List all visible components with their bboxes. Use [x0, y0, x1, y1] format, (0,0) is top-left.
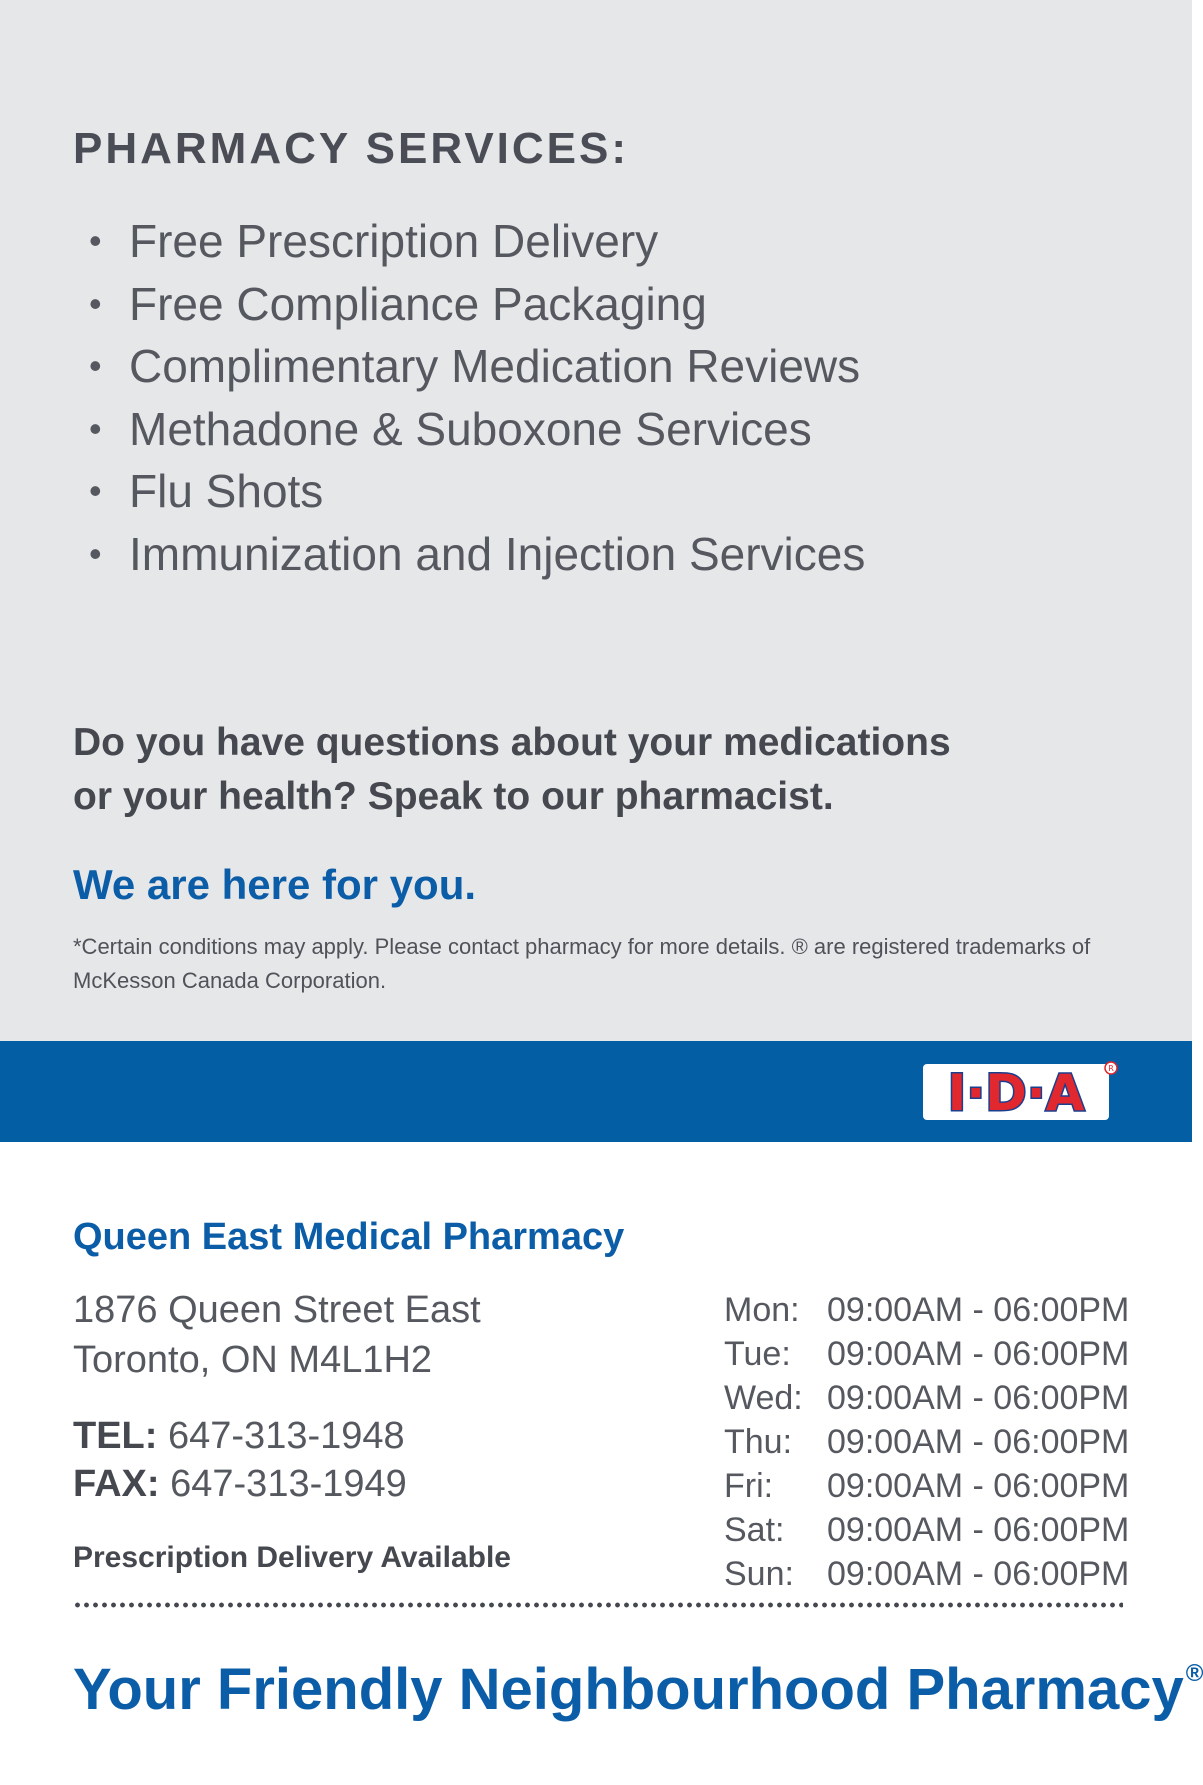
list-item: [73, 460, 865, 523]
hours-time: 09:00AM - 06:00PM: [827, 1379, 1130, 1417]
hours-day: Mon:: [724, 1291, 800, 1329]
bullet-icon: •: [89, 532, 102, 574]
fax-row: [73, 1460, 407, 1508]
hours-row: [724, 1420, 1129, 1464]
here-for-you-text: We are here for you.: [73, 861, 477, 908]
hours-time: 09:00AM - 06:00PM: [827, 1423, 1130, 1461]
disclaimer-text: *Certain conditions may apply. Please contact pharmacy for more details. ® are registered trademarks of McKesson Canada Corporation.: [73, 934, 1091, 993]
bullet-icon: •: [89, 282, 102, 324]
store-address: [73, 1285, 481, 1385]
fax-label: FAX:: [73, 1463, 160, 1505]
list-item: [73, 398, 865, 461]
list-item: [73, 210, 865, 273]
list-item: [73, 523, 865, 586]
hours-day: Sun:: [724, 1555, 794, 1593]
services-list: [73, 210, 865, 585]
contact-numbers: [73, 1412, 407, 1508]
hours-day: Tue:: [724, 1335, 791, 1373]
store-name: Queen East Medical Pharmacy: [73, 1216, 625, 1258]
bullet-icon: •: [89, 345, 102, 386]
services-heading: PHARMACY SERVICES:: [73, 124, 630, 173]
bullet-icon: •: [89, 407, 102, 449]
store-hours: [724, 1288, 1129, 1596]
service-label: Free Prescription Delivery: [129, 215, 659, 267]
tel-row: [73, 1412, 407, 1460]
hours-row: [724, 1332, 1129, 1376]
hours-time: 09:00AM - 06:00PM: [827, 1467, 1130, 1505]
ida-logo: [921, 1058, 1123, 1126]
pharmacist-question: [73, 716, 1133, 824]
hours-time: 09:00AM - 06:00PM: [827, 1511, 1130, 1549]
hours-row: [724, 1508, 1129, 1552]
hours-day: Thu:: [724, 1423, 793, 1461]
hours-time: 09:00AM - 06:00PM: [827, 1335, 1130, 1373]
hours-row: [724, 1552, 1129, 1596]
registered-mark: ®: [1185, 1660, 1203, 1687]
hours-day: Wed:: [724, 1379, 803, 1417]
dotted-divider: [73, 1602, 1123, 1608]
address-line-1: 1876 Queen Street East: [73, 1289, 481, 1331]
hours-row: [724, 1376, 1129, 1420]
hours-time: 09:00AM - 06:00PM: [827, 1291, 1130, 1329]
service-label: Immunization and Injection Services: [129, 527, 866, 580]
hours-day: Fri:: [724, 1467, 774, 1505]
bullet-icon: •: [89, 220, 102, 261]
delivery-note: Prescription Delivery Available: [73, 1541, 511, 1574]
service-label: Flu Shots: [129, 465, 324, 517]
hours-row: [724, 1288, 1129, 1332]
service-label: Free Compliance Packaging: [129, 277, 707, 330]
list-item: [73, 335, 865, 398]
bullet-icon: •: [89, 470, 102, 511]
tel-number[interactable]: 647-313-1948: [168, 1415, 405, 1457]
service-label: Complimentary Medication Reviews: [129, 340, 861, 392]
svg-text:R: R: [1108, 1064, 1114, 1073]
logo-wordmark: I·D·A: [947, 1064, 1085, 1122]
hours-time: 09:00AM - 06:00PM: [827, 1555, 1130, 1593]
address-line-2: Toronto, ON M4L1H2: [73, 1339, 433, 1381]
tel-label: TEL:: [73, 1415, 158, 1457]
hours-row: [724, 1464, 1129, 1508]
fax-number: 647-313-1949: [170, 1463, 407, 1505]
hours-day: Sat:: [724, 1511, 785, 1549]
question-line-1: Do you have questions about your medications: [73, 721, 951, 764]
list-item: [73, 273, 865, 336]
tagline: [73, 1656, 1203, 1723]
question-line-2: or your health? Speak to our pharmacist.: [73, 775, 834, 818]
service-label: Methadone & Suboxone Services: [129, 402, 812, 455]
tagline-text: Your Friendly Neighbourhood Pharmacy: [73, 1657, 1184, 1722]
